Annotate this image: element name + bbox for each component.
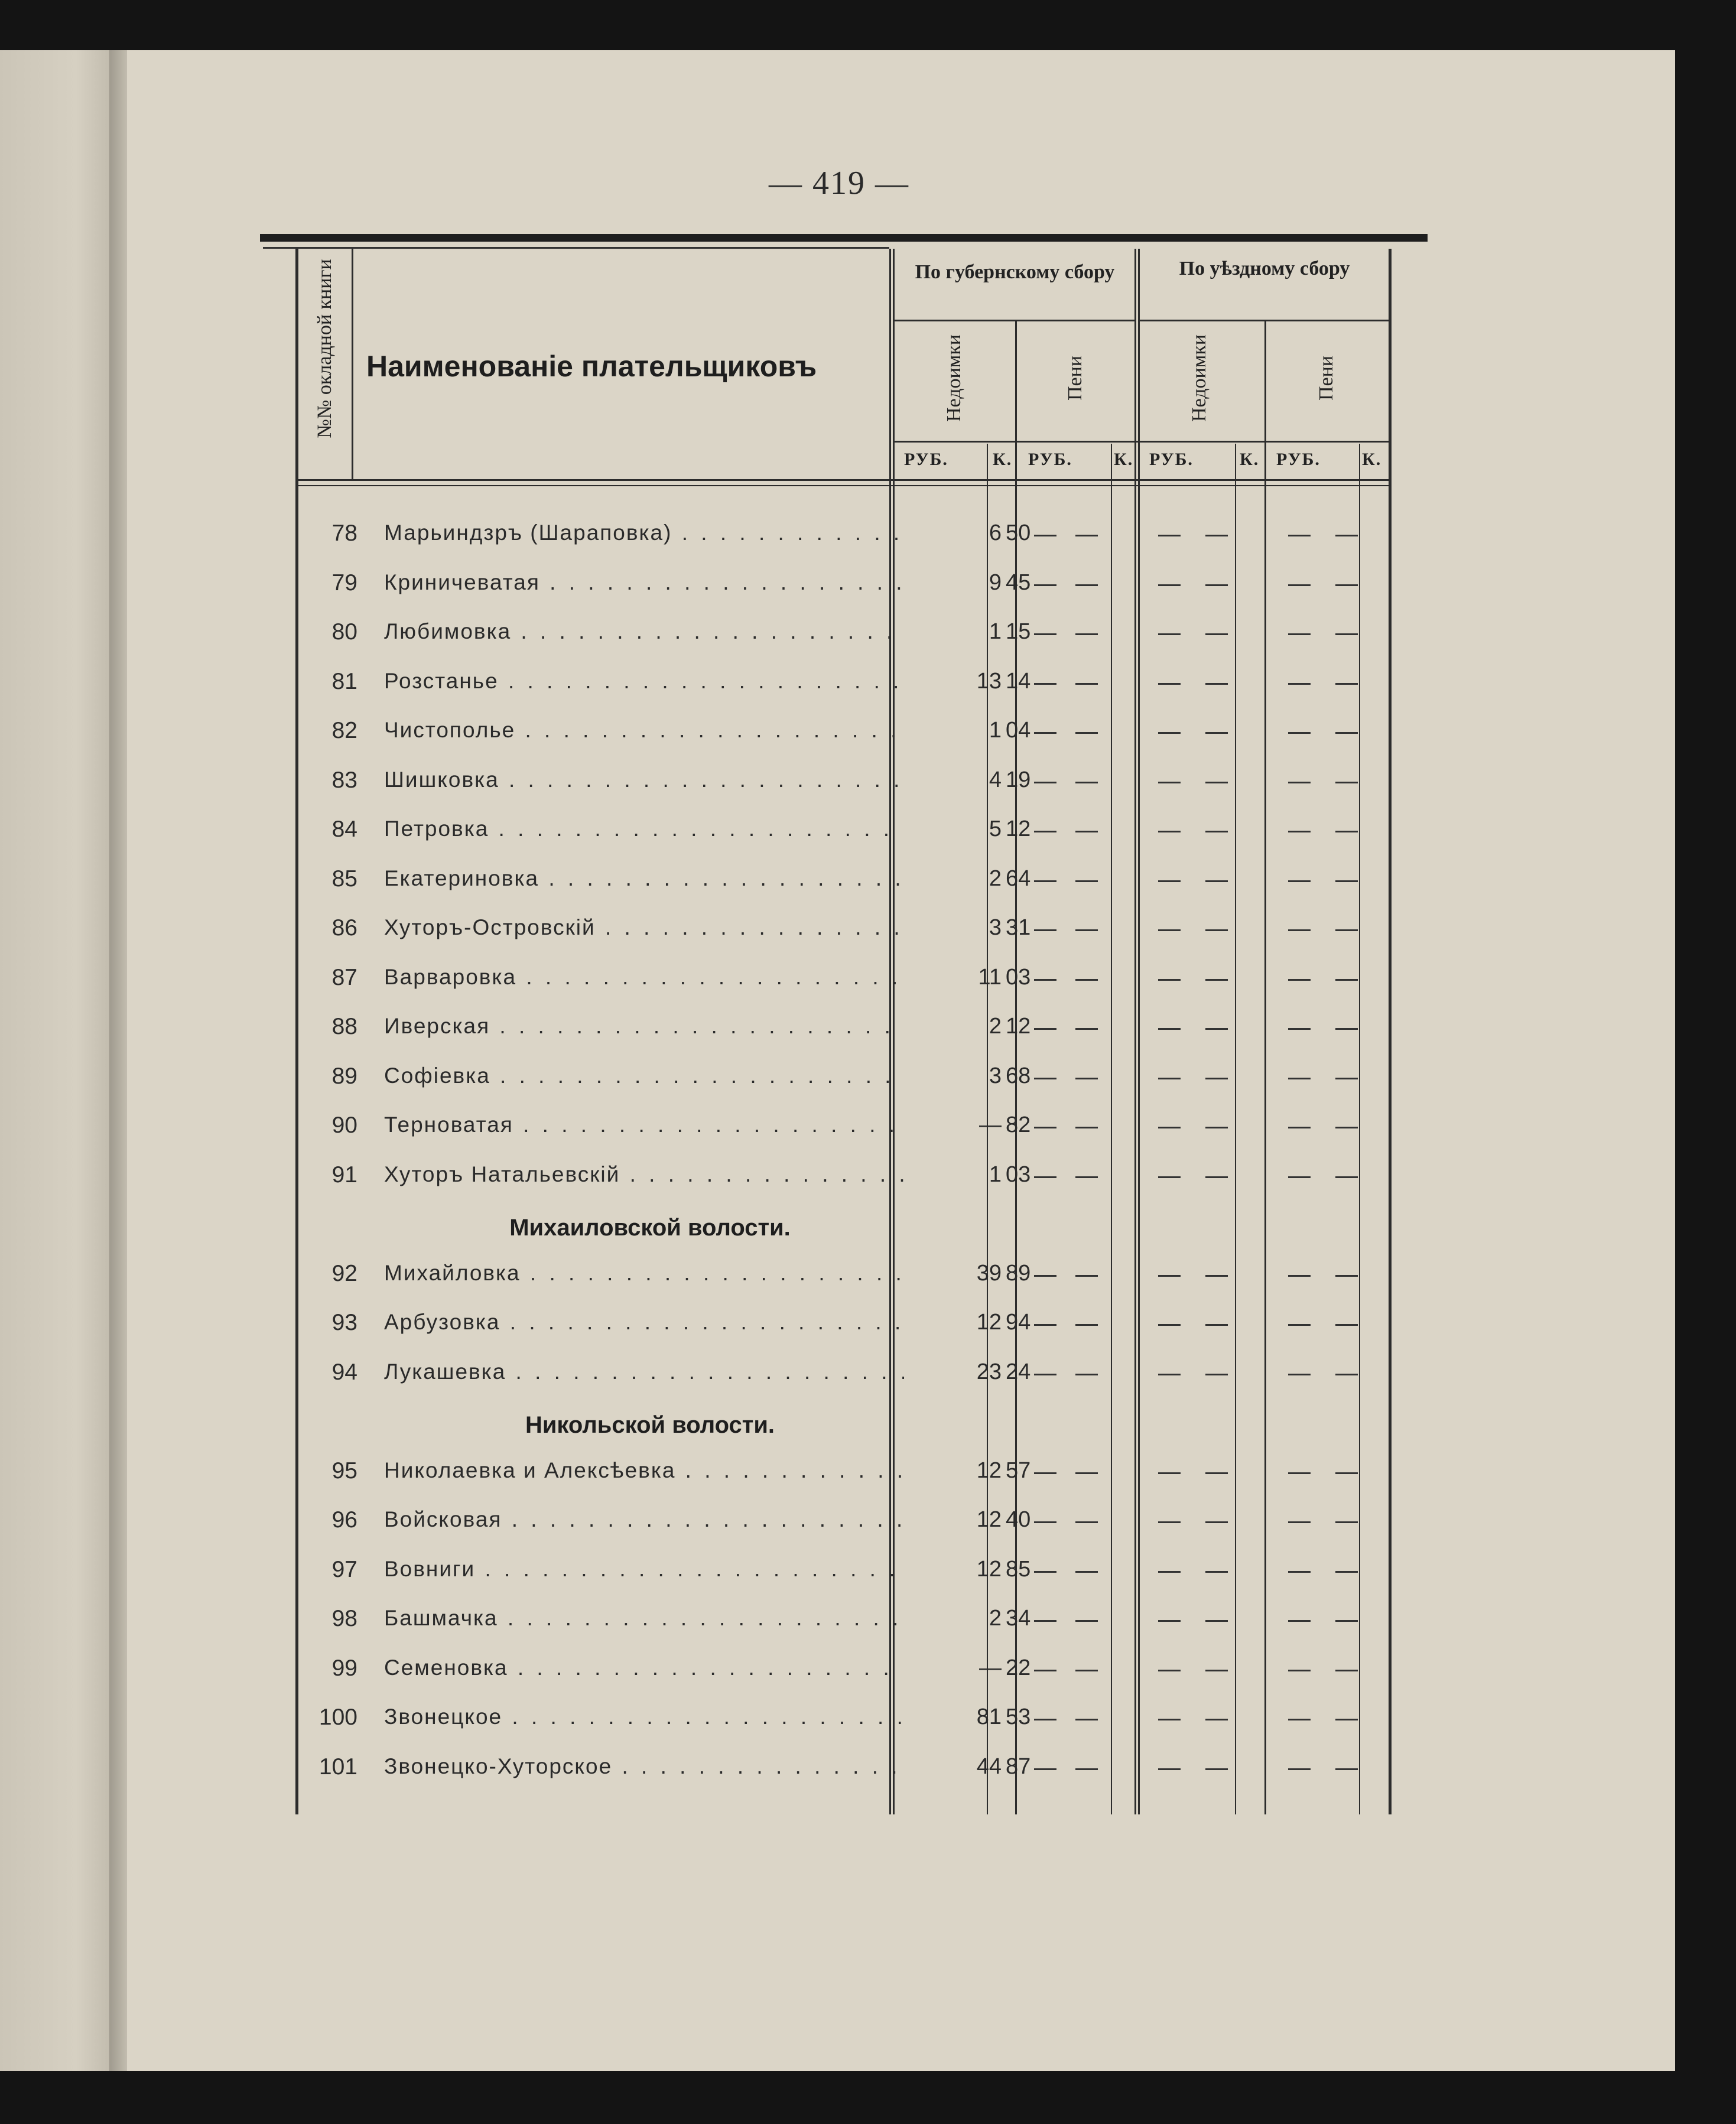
empty-cell-dash xyxy=(1075,1571,1098,1573)
empty-cell-dash xyxy=(1034,1620,1056,1622)
arrears-rubles: — xyxy=(979,1113,1002,1137)
page-number: — 419 — xyxy=(769,165,909,201)
empty-cell-dash xyxy=(1075,831,1098,832)
empty-cell-dash xyxy=(1034,979,1056,981)
empty-cell-dash xyxy=(1075,1521,1098,1523)
empty-cell-dash xyxy=(1288,633,1311,635)
empty-cell-dash xyxy=(1288,1521,1311,1523)
row-number: 87 xyxy=(331,964,357,990)
empty-cell-dash xyxy=(1034,1324,1056,1326)
empty-cell-dash xyxy=(1335,535,1358,536)
row-number: 99 xyxy=(331,1655,357,1681)
empty-cell-dash xyxy=(1158,831,1181,832)
arrears-kopecks: 24 xyxy=(1006,1359,1031,1384)
empty-cell-dash xyxy=(1158,782,1181,783)
table-row xyxy=(295,1507,1392,1556)
arrears-kopecks: 03 xyxy=(1006,1162,1031,1187)
empty-cell-dash xyxy=(1205,584,1228,586)
arrears-rubles: 6 xyxy=(989,521,1002,545)
empty-cell-dash xyxy=(1158,1670,1181,1671)
header-uezd-group: По уѣздному сбору xyxy=(1179,258,1350,279)
empty-cell-dash xyxy=(1075,782,1098,783)
empty-cell-dash xyxy=(1335,1571,1358,1573)
arrears-rubles: 5 xyxy=(989,817,1002,841)
empty-cell-dash xyxy=(1075,1374,1098,1375)
arrears-rubles: 3 xyxy=(989,915,1002,940)
payer-name: Марьиндзръ (Шараповка) . . . xyxy=(384,521,904,545)
empty-cell-dash xyxy=(1205,831,1228,832)
empty-cell-dash xyxy=(1205,1472,1228,1474)
arrears-kopecks: 12 xyxy=(1006,1014,1031,1039)
empty-cell-dash xyxy=(1205,1078,1228,1079)
empty-cell-dash xyxy=(1288,929,1311,931)
table-row xyxy=(295,570,1392,619)
empty-cell-dash xyxy=(1075,1028,1098,1030)
row-number: 101 xyxy=(318,1754,357,1780)
payer-name: Криничеватая . . . xyxy=(384,570,904,595)
table-row xyxy=(295,619,1392,668)
empty-cell-dash xyxy=(1075,535,1098,536)
arrears-kopecks: 31 xyxy=(1006,915,1031,940)
row-number: 100 xyxy=(318,1705,357,1730)
header-gub-arrears: Недоимки xyxy=(943,334,965,422)
row-number: 80 xyxy=(331,619,357,645)
empty-cell-dash xyxy=(1075,1324,1098,1326)
empty-cell-dash xyxy=(1335,929,1358,931)
empty-cell-dash xyxy=(1288,1571,1311,1573)
table-row xyxy=(295,521,1392,569)
arrears-rubles: 23 xyxy=(976,1359,1002,1384)
payer-name: Лукашевка . . . xyxy=(384,1359,904,1384)
empty-cell-dash xyxy=(1205,1620,1228,1622)
empty-cell-dash xyxy=(1335,1078,1358,1079)
row-number: 83 xyxy=(331,767,357,793)
empty-cell-dash xyxy=(1075,1620,1098,1622)
empty-cell-dash xyxy=(1158,1719,1181,1720)
empty-cell-dash xyxy=(1335,1028,1358,1030)
empty-cell-dash xyxy=(1034,1028,1056,1030)
payer-name: Звонецкое . . . xyxy=(384,1705,904,1729)
empty-cell-dash xyxy=(1034,1670,1056,1671)
row-number: 95 xyxy=(331,1458,357,1484)
empty-cell-dash xyxy=(1205,535,1228,536)
row-number: 97 xyxy=(331,1556,357,1582)
payer-name: Чистополье . . . xyxy=(384,718,904,743)
header-book-number: №№ окладной книги xyxy=(314,259,336,438)
empty-cell-dash xyxy=(1075,732,1098,734)
section-heading: Михаиловской волости. xyxy=(509,1215,791,1241)
header-gub-penalty: Пени xyxy=(1064,355,1086,401)
empty-cell-dash xyxy=(1034,929,1056,931)
row-number: 98 xyxy=(331,1606,357,1631)
empty-cell-dash xyxy=(1034,584,1056,586)
empty-cell-dash xyxy=(1288,1768,1311,1770)
arrears-rubles: 9 xyxy=(989,570,1002,595)
row-number: 94 xyxy=(331,1359,357,1385)
empty-cell-dash xyxy=(1288,1670,1311,1671)
empty-cell-dash xyxy=(1158,584,1181,586)
empty-cell-dash xyxy=(1034,535,1056,536)
table-row xyxy=(295,965,1392,1013)
empty-cell-dash xyxy=(1335,732,1358,734)
payer-name: Арбузовка . . . xyxy=(384,1310,904,1335)
arrears-rubles: 1 xyxy=(989,619,1002,644)
arrears-kopecks: 82 xyxy=(1006,1113,1031,1137)
arrears-kopecks: 34 xyxy=(1006,1606,1031,1631)
col-divider-book xyxy=(352,249,353,479)
empty-cell-dash xyxy=(1288,1078,1311,1079)
empty-cell-dash xyxy=(1335,1472,1358,1474)
empty-cell-dash xyxy=(1075,1472,1098,1474)
empty-cell-dash xyxy=(1288,979,1311,981)
payer-name: Любимовка . . . xyxy=(384,619,904,644)
empty-cell-dash xyxy=(1034,732,1056,734)
row-number: 90 xyxy=(331,1113,357,1138)
arrears-rubles: 12 xyxy=(976,1458,1002,1483)
section-heading: Никольской волости. xyxy=(525,1412,775,1438)
empty-cell-dash xyxy=(1034,1472,1056,1474)
empty-cell-dash xyxy=(1335,584,1358,586)
unit-rub-3: РУБ. xyxy=(1149,450,1194,469)
payers-table xyxy=(295,249,1392,1814)
empty-cell-dash xyxy=(1158,1176,1181,1178)
empty-cell-dash xyxy=(1034,1176,1056,1178)
row-number: 84 xyxy=(331,817,357,842)
unit-kop-1: К. xyxy=(993,450,1013,469)
empty-cell-dash xyxy=(1205,1374,1228,1375)
arrears-rubles: 2 xyxy=(989,866,1002,891)
empty-cell-dash xyxy=(1034,1374,1056,1375)
payer-name: Семеновка . . . xyxy=(384,1655,904,1680)
arrears-rubles: 11 xyxy=(978,964,1002,990)
arrears-rubles: 13 xyxy=(976,668,1002,694)
empty-cell-dash xyxy=(1158,1028,1181,1030)
empty-cell-dash xyxy=(1075,1275,1098,1277)
hdr-bottom-line-2 xyxy=(295,485,1392,486)
empty-cell-dash xyxy=(1158,1374,1181,1375)
empty-cell-dash xyxy=(1205,1176,1228,1178)
arrears-kopecks: 12 xyxy=(1006,817,1031,841)
table-row xyxy=(295,1754,1392,1803)
table-row xyxy=(295,1359,1392,1408)
payer-name: Розстанье . . . xyxy=(384,669,904,694)
payer-name: Софіевка . . . xyxy=(384,1063,904,1088)
empty-cell-dash xyxy=(1205,1670,1228,1671)
unit-rub-1: РУБ. xyxy=(904,450,948,469)
arrears-kopecks: 19 xyxy=(1006,767,1031,792)
arrears-kopecks: 40 xyxy=(1006,1507,1031,1532)
table-row xyxy=(295,767,1392,816)
hdr-bottom-line xyxy=(295,479,1392,481)
arrears-rubles: 44 xyxy=(976,1754,1002,1779)
row-number: 85 xyxy=(331,866,357,892)
empty-cell-dash xyxy=(1158,683,1181,685)
empty-cell-dash xyxy=(1335,1620,1358,1622)
header-payers-name: Наименованіе плательщиковъ xyxy=(366,350,817,383)
payer-name: Михайловка . . . xyxy=(384,1261,904,1286)
table-row xyxy=(295,1014,1392,1062)
empty-cell-dash xyxy=(1158,1620,1181,1622)
empty-cell-dash xyxy=(1205,1324,1228,1326)
empty-cell-dash xyxy=(1075,979,1098,981)
empty-cell-dash xyxy=(1335,1275,1358,1277)
table-row xyxy=(295,1063,1392,1112)
unit-kop-2: К. xyxy=(1114,450,1134,469)
row-number: 88 xyxy=(331,1014,357,1039)
empty-cell-dash xyxy=(1158,1324,1181,1326)
unit-rub-4: РУБ. xyxy=(1276,450,1321,469)
empty-cell-dash xyxy=(1288,732,1311,734)
arrears-kopecks: 89 xyxy=(1006,1260,1031,1286)
header-uezd-arrears: Недоимки xyxy=(1188,334,1210,422)
empty-cell-dash xyxy=(1075,683,1098,685)
empty-cell-dash xyxy=(1205,880,1228,882)
table-row xyxy=(295,817,1392,865)
empty-cell-dash xyxy=(1288,880,1311,882)
payer-name: Николаевка и Алексѣевка . . . xyxy=(384,1458,904,1483)
empty-cell-dash xyxy=(1205,1768,1228,1770)
empty-cell-dash xyxy=(1075,880,1098,882)
empty-cell-dash xyxy=(1288,1472,1311,1474)
arrears-kopecks: 22 xyxy=(1006,1655,1031,1680)
empty-cell-dash xyxy=(1288,782,1311,783)
empty-cell-dash xyxy=(1335,782,1358,783)
row-number: 86 xyxy=(331,915,357,941)
empty-cell-dash xyxy=(1288,1620,1311,1622)
table-row xyxy=(295,1606,1392,1654)
table-row xyxy=(295,1705,1392,1753)
table-top-rule xyxy=(260,234,1428,242)
arrears-rubles: 12 xyxy=(976,1507,1002,1532)
arrears-kopecks: 04 xyxy=(1006,718,1031,743)
table-row xyxy=(295,915,1392,964)
empty-cell-dash xyxy=(1288,535,1311,536)
hdr-line-units xyxy=(893,441,1389,443)
empty-cell-dash xyxy=(1288,831,1311,832)
header-gub-group: По губернскому сбору xyxy=(915,261,1115,283)
empty-cell-dash xyxy=(1158,1521,1181,1523)
arrears-rubles: 2 xyxy=(989,1014,1002,1039)
empty-cell-dash xyxy=(1075,584,1098,586)
empty-cell-dash xyxy=(1288,584,1311,586)
empty-cell-dash xyxy=(1034,1768,1056,1770)
empty-cell-dash xyxy=(1288,683,1311,685)
arrears-rubles: 4 xyxy=(989,767,1002,792)
empty-cell-dash xyxy=(1288,1176,1311,1178)
empty-cell-dash xyxy=(1158,535,1181,536)
empty-cell-dash xyxy=(1158,1275,1181,1277)
empty-cell-dash xyxy=(1034,1275,1056,1277)
empty-cell-dash xyxy=(1335,1324,1358,1326)
empty-cell-dash xyxy=(1205,1275,1228,1277)
arrears-rubles: 39 xyxy=(976,1260,1002,1286)
empty-cell-dash xyxy=(1205,979,1228,981)
arrears-kopecks: 03 xyxy=(1006,964,1031,990)
header-uezd-penalty: Пени xyxy=(1315,355,1337,401)
empty-cell-dash xyxy=(1075,1768,1098,1770)
table-row xyxy=(295,1458,1392,1507)
row-number: 92 xyxy=(331,1260,357,1286)
empty-cell-dash xyxy=(1335,683,1358,685)
empty-cell-dash xyxy=(1075,929,1098,931)
empty-cell-dash xyxy=(1158,633,1181,635)
empty-cell-dash xyxy=(1335,1670,1358,1671)
arrears-kopecks: 64 xyxy=(1006,866,1031,891)
payer-name: Екатериновка . . . xyxy=(384,866,904,891)
row-number: 96 xyxy=(331,1507,357,1533)
row-number: 82 xyxy=(331,718,357,743)
empty-cell-dash xyxy=(1335,979,1358,981)
hdr-line-gub xyxy=(893,320,1135,321)
empty-cell-dash xyxy=(1075,1670,1098,1671)
empty-cell-dash xyxy=(1335,1768,1358,1770)
left-page-edge xyxy=(0,50,127,2071)
payer-name: Варваровка . . . xyxy=(384,965,904,990)
payer-name: Вовниги . . . xyxy=(384,1557,904,1582)
empty-cell-dash xyxy=(1205,1571,1228,1573)
empty-cell-dash xyxy=(1034,1127,1056,1128)
empty-cell-dash xyxy=(1205,1127,1228,1128)
empty-cell-dash xyxy=(1335,1521,1358,1523)
empty-cell-dash xyxy=(1034,831,1056,832)
empty-cell-dash xyxy=(1288,1719,1311,1720)
unit-rub-2: РУБ. xyxy=(1028,450,1072,469)
row-number: 89 xyxy=(331,1063,357,1089)
empty-cell-dash xyxy=(1075,1719,1098,1720)
hdr-line-uezd xyxy=(1138,320,1389,321)
row-number: 93 xyxy=(331,1310,357,1335)
arrears-kopecks: 94 xyxy=(1006,1310,1031,1335)
arrears-rubles: 1 xyxy=(989,718,1002,743)
arrears-kopecks: 53 xyxy=(1006,1705,1031,1729)
empty-cell-dash xyxy=(1288,1374,1311,1375)
payer-name: Терноватая . . . xyxy=(384,1113,904,1137)
empty-cell-dash xyxy=(1034,880,1056,882)
arrears-kopecks: 85 xyxy=(1006,1556,1031,1582)
payer-name: Хуторъ Натальевскій . . . xyxy=(384,1162,904,1187)
payer-name: Шишковка . . . xyxy=(384,767,904,792)
empty-cell-dash xyxy=(1158,979,1181,981)
table-row xyxy=(295,669,1392,717)
arrears-rubles: — xyxy=(979,1655,1002,1680)
empty-cell-dash xyxy=(1288,1324,1311,1326)
empty-cell-dash xyxy=(1335,1719,1358,1720)
arrears-rubles: 12 xyxy=(976,1556,1002,1582)
unit-kop-3: К. xyxy=(1240,450,1260,469)
row-number: 81 xyxy=(331,668,357,694)
arrears-kopecks: 57 xyxy=(1006,1458,1031,1483)
empty-cell-dash xyxy=(1158,1127,1181,1128)
empty-cell-dash xyxy=(1034,633,1056,635)
empty-cell-dash xyxy=(1335,1176,1358,1178)
row-number: 91 xyxy=(331,1162,357,1188)
row-number: 78 xyxy=(331,521,357,546)
unit-kop-4: К. xyxy=(1362,450,1382,469)
table-row xyxy=(295,1557,1392,1605)
arrears-kopecks: 15 xyxy=(1006,619,1031,644)
payer-name: Войсковая . . . xyxy=(384,1507,904,1532)
empty-cell-dash xyxy=(1205,1719,1228,1720)
empty-cell-dash xyxy=(1158,880,1181,882)
empty-cell-dash xyxy=(1205,633,1228,635)
arrears-rubles: 3 xyxy=(989,1063,1002,1088)
empty-cell-dash xyxy=(1205,1521,1228,1523)
arrears-kopecks: 68 xyxy=(1006,1063,1031,1088)
empty-cell-dash xyxy=(1034,1521,1056,1523)
payer-name: Иверская . . . xyxy=(384,1014,904,1039)
table-row xyxy=(295,1113,1392,1161)
payer-name: Хуторъ-Островскій . . . xyxy=(384,915,904,940)
empty-cell-dash xyxy=(1034,1078,1056,1079)
empty-cell-dash xyxy=(1034,782,1056,783)
empty-cell-dash xyxy=(1335,880,1358,882)
empty-cell-dash xyxy=(1288,1127,1311,1128)
empty-cell-dash xyxy=(1075,633,1098,635)
arrears-rubles: 81 xyxy=(976,1705,1002,1729)
empty-cell-dash xyxy=(1205,732,1228,734)
arrears-rubles: 12 xyxy=(976,1310,1002,1335)
empty-cell-dash xyxy=(1205,782,1228,783)
empty-cell-dash xyxy=(1205,1028,1228,1030)
payer-name: Башмачка . . . xyxy=(384,1606,904,1631)
empty-cell-dash xyxy=(1075,1176,1098,1178)
empty-cell-dash xyxy=(1034,1719,1056,1720)
arrears-rubles: 1 xyxy=(989,1162,1002,1187)
empty-cell-dash xyxy=(1158,1078,1181,1079)
empty-cell-dash xyxy=(1158,1768,1181,1770)
empty-cell-dash xyxy=(1335,831,1358,832)
empty-cell-dash xyxy=(1158,1472,1181,1474)
arrears-kopecks: 45 xyxy=(1006,570,1031,595)
empty-cell-dash xyxy=(1288,1275,1311,1277)
table-row xyxy=(295,866,1392,915)
empty-cell-dash xyxy=(1205,683,1228,685)
arrears-rubles: 2 xyxy=(989,1606,1002,1631)
table-row xyxy=(295,1261,1392,1309)
empty-cell-dash xyxy=(1075,1078,1098,1079)
table-row xyxy=(295,1310,1392,1358)
empty-cell-dash xyxy=(1288,1028,1311,1030)
arrears-kopecks: 14 xyxy=(1006,668,1031,694)
empty-cell-dash xyxy=(1034,1571,1056,1573)
empty-cell-dash xyxy=(1335,1374,1358,1375)
row-number: 79 xyxy=(331,570,357,596)
empty-cell-dash xyxy=(1158,1571,1181,1573)
table-row xyxy=(295,718,1392,766)
empty-cell-dash xyxy=(1205,929,1228,931)
payer-name: Петровка . . . xyxy=(384,817,904,841)
table-row xyxy=(295,1162,1392,1211)
table-row xyxy=(295,1655,1392,1704)
arrears-kopecks: 50 xyxy=(1006,521,1031,545)
empty-cell-dash xyxy=(1158,929,1181,931)
empty-cell-dash xyxy=(1335,1127,1358,1128)
empty-cell-dash xyxy=(1034,683,1056,685)
arrears-kopecks: 87 xyxy=(1006,1754,1031,1779)
empty-cell-dash xyxy=(1158,732,1181,734)
payer-name: Звонецко-Хуторское . . . xyxy=(384,1754,904,1779)
empty-cell-dash xyxy=(1075,1127,1098,1128)
empty-cell-dash xyxy=(1335,633,1358,635)
